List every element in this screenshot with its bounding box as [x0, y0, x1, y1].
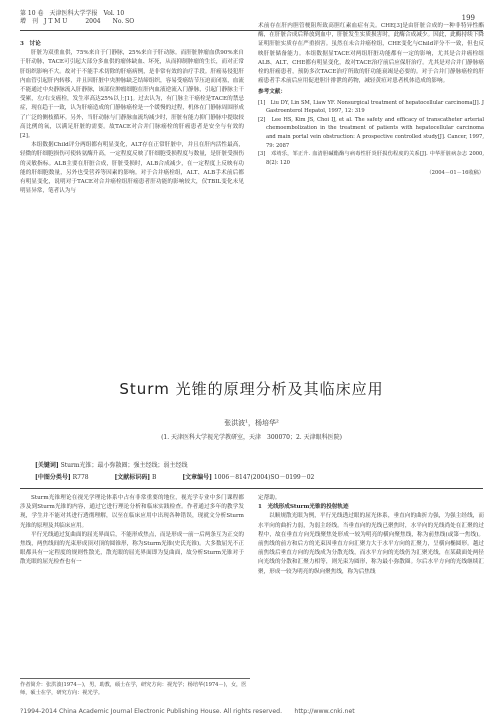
- paragraph: Sturm光锥理论在视光学理论体系中占有非常重要的地位，视光学专业中多门课程都涉及到Sturm光锥的内容，通过它进行理论分析和临床实践检查。作者通过多年的教学发现，学生并不能对其进行透彻理解，以至在临床应用中出现各种错误，现就文分析Sturm光锥的原理及其临床应用。: [20, 495, 244, 529]
- article-no-label: [文章编号]: [182, 474, 212, 481]
- reference-item: [3] 邓靖乐，邹正升. 血清胆碱酯酶与病毒性肝炎肝损伤程度的关系[J]. 中华肝脏病杂志 2000, 8(2): 120: [258, 151, 484, 166]
- reference-item: [1] Liu DY, Lin SM, Liaw YF. Nonsurgical treatment of hepatocellular carcinoma[J]. J Gastroenterol Hepatol, 1997, 12: 319: [258, 99, 484, 115]
- paragraph: 肝脏为双重血供，75%来自于门静脉，25%来自于肝动脉。而肝脏肿瘤血供90%来自于肝动脉，TACE可引起大部分多血供的瘤体缺血、坏死，从而抑制肿瘤的生长，而对正常肝组织影响不大。故对于不能手术切除的肝癌病例，是非常有效的治疗手段。肝癌易侵犯肝内血管引起肝内转移，并且因肝脏中央肿脉缺乏结缔组织，容易受癌结节压迫而闭塞，血流不能通过中央静脉流入肝静脉，该部位肿瘤细胞在肝内血液逆流入门静脉，引起门静脉主干受累，左/右支癌栓，发生率高达25%以上[1]。过去认为，有门脉主干癌栓是TACE的禁忌症，现在趋于一致，认为肝癌造成的门静脉癌栓是一个缓慢的过程，机体在门静脉周围形成了广泛的侧枝循环。另外，当肝动脉与门静脉血流均减少时，肝脏有能力抑门静脉中提取较高比例的氧，以满足肝脏的需要。故TACE对合并门脉癌栓的肝癌患者是安全与有效的[2]。: [20, 50, 244, 140]
- section-title-discussion: 3 讨论: [20, 41, 41, 47]
- doc-code-label: [文献标识码]: [114, 474, 151, 481]
- doc-code-value: B: [152, 474, 157, 481]
- journal-line-2: 增 刊 J T M U 2004 No. SO: [20, 18, 135, 25]
- copyright-footer: ?1994-2014 China Academic Journal Electronic Publishing House. All rights reserved. http://www.cnki.net: [20, 708, 355, 715]
- lower-left-column: [20, 494, 244, 568]
- meta-rule: [20, 488, 483, 489]
- author-footnote: 作者简介：张洪波(1974－)，男，助教，硕士在学，研究方向：视光学；杨培华(1974－)，女，医师，硕士在学，研究方向：视光学。: [20, 678, 250, 697]
- journal-line-1: 第 10 卷 天津医科大学学报 Vol. 10: [20, 10, 125, 17]
- paragraph: 平行光线通过复曲面的屈光界面后，不能形成焦点，而是形成一前一后两条互为正交的焦线，两焦线间的光束形成顶对顶的圆锥形，称为Sturm光锥(史氏光锥)。大多数屈光不正眼都具有一定程度的规则性散光，散光眼的屈光界面即为复曲面，故分析Sturm光锥对于散光眼的屈光检查也有一: [20, 531, 244, 566]
- article-affiliation: (1. 天津医科大学视光学教研室，天津 300070；2. 天津眼科医院): [161, 434, 342, 441]
- article-meta: [35, 460, 314, 484]
- continued-text: 定帮助。: [258, 495, 281, 501]
- references-title: 参考文献：: [258, 89, 286, 96]
- keywords-line: [35, 460, 314, 472]
- upper-right-column: [258, 22, 484, 179]
- keywords-label: [关键词]: [35, 462, 59, 469]
- lower-right-column: [258, 494, 484, 577]
- paragraph: 术前存在肝内胆管梗阻所致高胆红素血症有关。CHE[3]是由肝脏合成的一种非特异性酯酶，在肝脏合成后释放到血中，肝脏发生实质损害时，此酶合成减少。因此，此酶持续下降证明肝脏实质存在严重损害。虽然在未合并癌栓组，CHE变化与Child评分不一致，但也反映肝脏储备能力。本组数据显TACE对两组肝脏功能都有一定的影响，尤其是合并癌栓组ALB、ALT、CHE都有明显变化，故对TACE治疗前后应保肝治疗。尤其是对合并门静脉癌栓的肝癌患者，预防多次TACE治疗所致的肝功能衰竭是必要的。对于合并门静脉癌栓的肝癌患者手术前后应用促进胆汁排泄的药物，减轻黄疸对患者机体造成的影响。: [258, 23, 484, 85]
- page-number: 199: [461, 14, 475, 22]
- received-date: （2004－01－16收稿）: [426, 170, 484, 177]
- upper-left-column: [20, 40, 244, 196]
- article-authors: 张洪波¹，杨培华²: [224, 419, 279, 427]
- classification-line: [35, 472, 314, 484]
- paragraph: 以顺规散光眼为例，平行光线透过眼的屈光体系，垂直向的曲折力强，为强主经线，而水平向的曲折力弱，为弱主经线。当垂直向的光线已聚焦时，水平向的光线尚处在汇聚的过程中，故在垂直方向光线聚焦处形成一较为明亮的横向聚焦线，称为前焦线(或第一焦线)。前焦线的前方和后方的光束因垂直方向汇聚力大于水平方向的汇聚力，呈横向椭圆形。越过前焦线后垂直方向的光线成为分散光线，而水平方向的光线仍为汇聚光线，在某截面处两径向光线的分散和汇聚力相等，则光束为圆形，称为最小弥散圈。尔后水平方向的光线继续汇聚，形成一较为明亮的纵向聚焦线，称为后焦线: [258, 513, 484, 575]
- article-title: Sturm 光锥的原理分析及其临床应用: [119, 380, 384, 398]
- clc-value: R778: [72, 474, 89, 481]
- reference-item: [2] Lee HS, Kim JS, Choi IJ, et al. The safety and efficacy of transcatheter arterial chemoembolization in the treatment of patients with hepatocellular carcinoma and main portal vein obstruction: A prospective controlled study[J]. Cancer, 1997, 79: 2087: [258, 116, 484, 149]
- keywords-value: Sturm光锥；最小弥散圈；强主经线；弱主经线: [60, 462, 188, 469]
- paragraph: 本组数据Child评分两组都有明显变化，ALT存在正常肝脏中，并且在肝内活性最高，轻微的肝细胞损伤可使转氨酶升高，一定程度反映了肝细胞受损程度与数量，是肝脏受损伤的灵敏指标。ALB主要在肝脏合成，肝脏受损时，ALB合成减少，在一定程度上反映有功能的肝细胞数量，另外也受营养等因素的影响。对于合并癌栓组，ALT、ALB手术前后都有明显变化，说明对于TACE对合并癌栓组肝癌患者肝功能的影响较大，仅TBIL变化未见明显异常，笔者认为与: [20, 142, 244, 195]
- article-no-value: 1006－8147(2004)SO－0199－02: [213, 474, 315, 481]
- clc-label: [中图分类号]: [35, 474, 71, 481]
- section-title-sturm-trajectory: 1 光线形成Sturm光锥的投射轨迹: [258, 504, 349, 511]
